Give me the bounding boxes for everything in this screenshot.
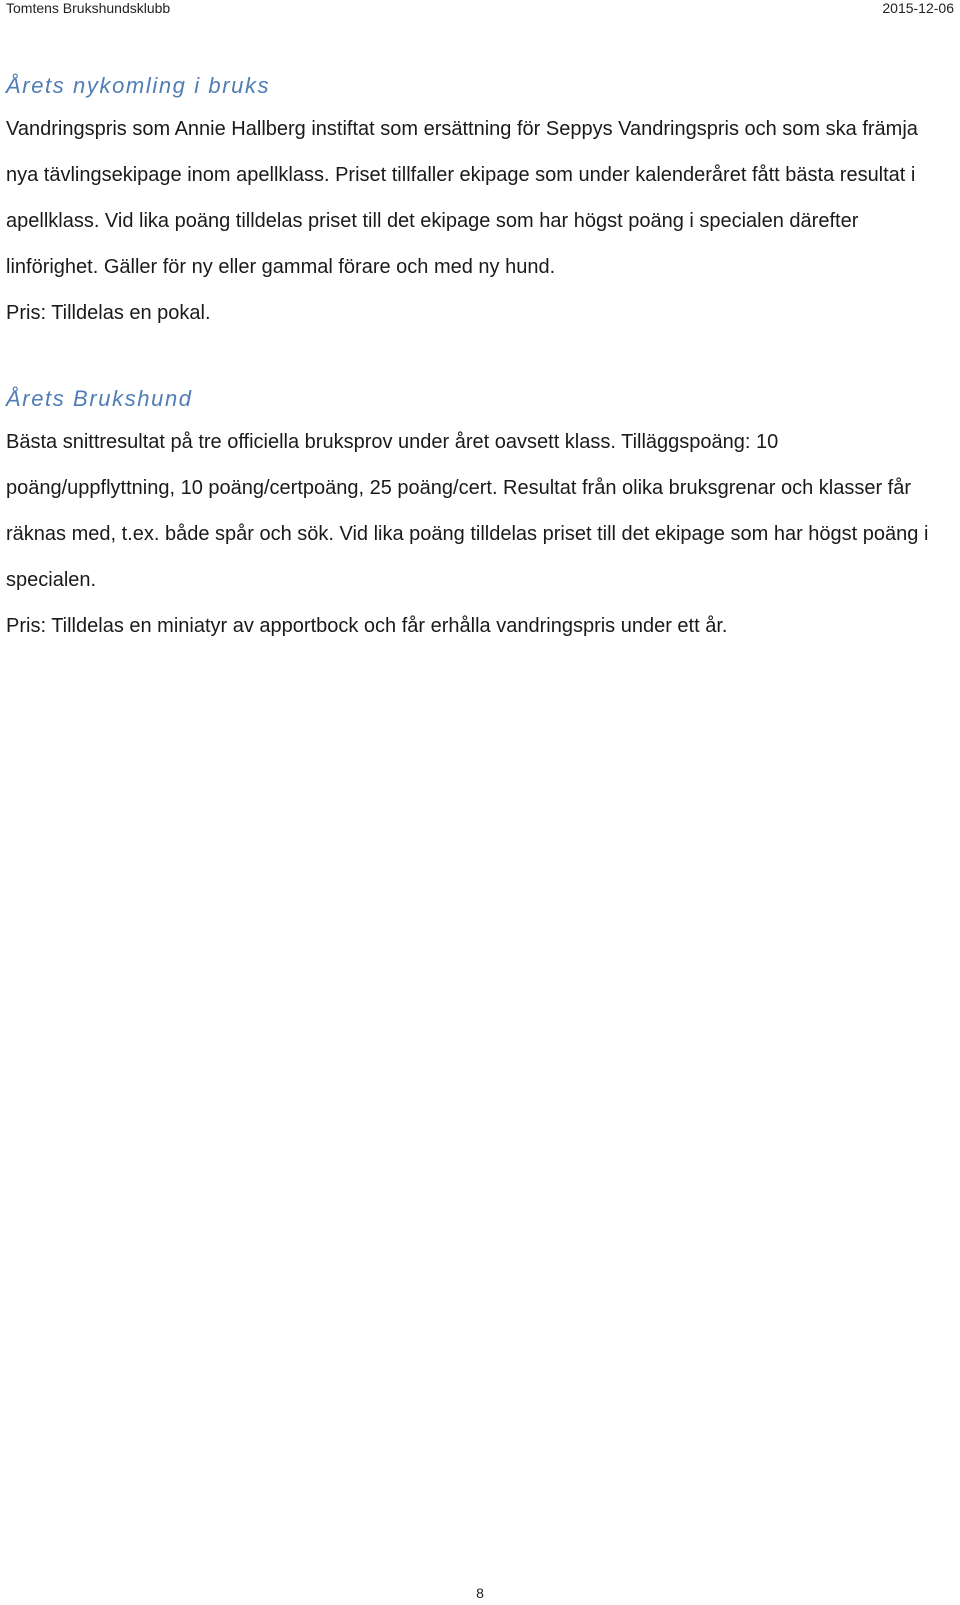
section-arets-brukshund bbox=[6, 379, 938, 649]
document-date: 2015-12-06 bbox=[882, 0, 954, 16]
section-prize: Pris: Tilldelas en pokal. bbox=[6, 302, 211, 324]
section-prize: Pris: Tilldelas en miniatyr av apportbock och får erhålla vandringspris under ett år. bbox=[6, 615, 728, 637]
club-name: Tomtens Brukshundsklubb bbox=[6, 0, 171, 16]
section-description: Bästa snittresultat på tre officiella bruksprov under året oavsett klass. Tilläggspoäng: 10 poäng/uppflyttning, 10 poäng/certpoäng, 25 poäng/cert. Resultat från olika bruksgrenar och klasser får räknas med, t.ex. både spår och sök. Vid lika poäng tilldelas priset till det ekipage som har högst poäng i specialen. bbox=[6, 431, 929, 591]
section-heading: Årets Brukshund bbox=[6, 386, 193, 411]
section-heading: Årets nykomling i bruks bbox=[6, 73, 271, 98]
page-header bbox=[6, 0, 954, 22]
section-arets-nykomling bbox=[6, 66, 938, 336]
page-number: 8 bbox=[476, 1585, 484, 1601]
section-description: Vandringspris som Annie Hallberg instiftat som ersättning för Seppys Vandringspris och som ska främja nya tävlingsekipage inom apellklass. Priset tillfaller ekipage som under kalenderåret fått bästa resultat i apellklass. Vid lika poäng tilldelas priset till det ekipage som har högst poäng i specialen därefter linförighet. Gäller för ny eller gammal förare och med ny hund. bbox=[6, 118, 918, 278]
document-body bbox=[6, 66, 938, 649]
